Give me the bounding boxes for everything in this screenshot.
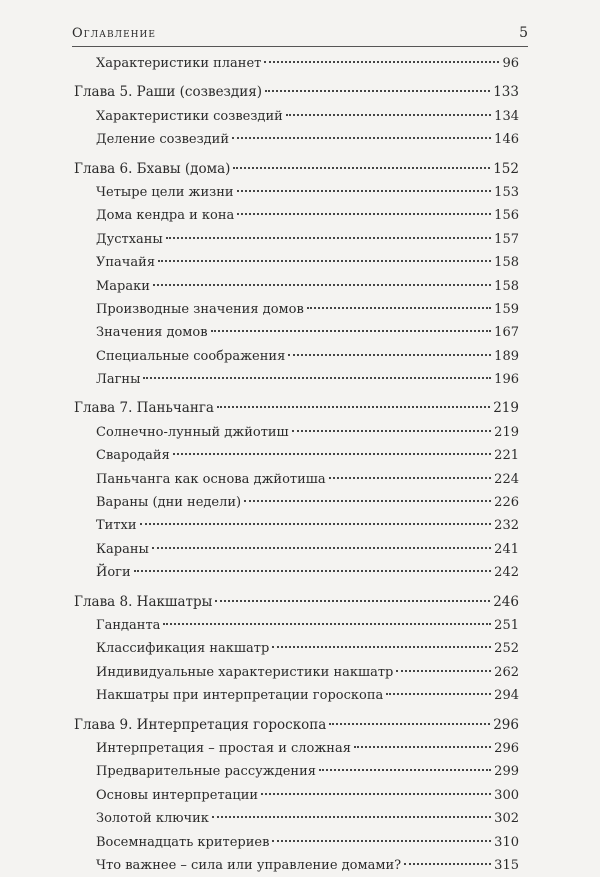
toc-section-entry[interactable] bbox=[74, 538, 519, 561]
toc-section-entry[interactable] bbox=[74, 52, 519, 75]
toc-entry-page: 294 bbox=[494, 688, 519, 704]
toc-entry-page: 224 bbox=[494, 471, 519, 487]
toc-section-entry[interactable] bbox=[74, 204, 519, 227]
toc-entry-label: Мараки bbox=[96, 278, 150, 294]
toc-section-entry[interactable] bbox=[74, 275, 519, 298]
toc-section-entry[interactable] bbox=[74, 684, 519, 707]
dot-leader bbox=[237, 213, 491, 215]
toc-entry-page: 158 bbox=[494, 278, 519, 294]
toc-entry-label: Свародайя bbox=[96, 448, 170, 464]
toc-entry-page: 159 bbox=[494, 301, 519, 317]
toc-entry-page: 251 bbox=[494, 617, 519, 633]
toc-chapter-entry[interactable] bbox=[74, 397, 519, 420]
toc-entry-label: Индивидуальные характеристики накшатр bbox=[96, 664, 394, 680]
toc-entry-label: Лагны bbox=[96, 372, 141, 388]
toc-entry-page: 241 bbox=[494, 541, 519, 557]
toc-section-entry[interactable] bbox=[74, 298, 519, 321]
toc-section-entry[interactable] bbox=[74, 514, 519, 537]
toc-entry-page: 232 bbox=[494, 518, 519, 534]
toc-entry-page: 134 bbox=[494, 108, 519, 124]
toc-entry-label: Интерпретация – простая и сложная bbox=[96, 740, 351, 756]
dot-leader bbox=[237, 190, 492, 192]
toc-entry-label: Глава 9. Интерпретация гороскопа bbox=[74, 716, 327, 733]
toc-entry-page: 262 bbox=[494, 664, 519, 680]
dot-leader bbox=[307, 307, 491, 309]
dot-leader bbox=[272, 646, 491, 648]
dot-leader bbox=[134, 570, 492, 572]
toc-entry-label: Предварительные рассуждения bbox=[96, 764, 316, 780]
toc-entry-label: Титхи bbox=[96, 518, 137, 534]
toc-section-entry[interactable] bbox=[74, 368, 519, 391]
toc-entry-page: 219 bbox=[494, 424, 519, 440]
toc-entry-page: 133 bbox=[493, 84, 519, 101]
dot-leader bbox=[173, 453, 491, 455]
dot-leader bbox=[264, 61, 499, 63]
toc-section-entry[interactable] bbox=[74, 345, 519, 368]
toc-section-entry[interactable] bbox=[74, 784, 519, 807]
toc-entry-label: Характеристики планет bbox=[96, 56, 262, 71]
dot-leader bbox=[166, 237, 491, 239]
toc-section-entry[interactable] bbox=[74, 614, 519, 637]
toc-entry-page: 300 bbox=[494, 787, 519, 803]
toc-entry-label: Дустханы bbox=[96, 231, 163, 247]
dot-leader bbox=[329, 723, 490, 725]
toc-entry-label: Восемнадцать критериев bbox=[96, 834, 270, 850]
toc-entry-page: 156 bbox=[494, 208, 519, 224]
toc-section-entry[interactable] bbox=[74, 181, 519, 204]
toc-entry-label: Глава 8. Накшатры bbox=[74, 593, 213, 610]
dot-leader bbox=[329, 477, 492, 479]
dot-leader bbox=[261, 793, 491, 795]
toc-section-entry[interactable] bbox=[74, 760, 519, 783]
dot-leader bbox=[292, 430, 492, 432]
toc-section-entry[interactable] bbox=[74, 128, 519, 151]
dot-leader bbox=[272, 840, 491, 842]
toc-entry-label: Солнечно-лунный джйотиш bbox=[96, 424, 289, 440]
toc-entry-label: Четыре цели жизни bbox=[96, 184, 234, 200]
toc-entry-page: 310 bbox=[494, 834, 519, 850]
dot-leader bbox=[143, 377, 491, 379]
toc-section-entry[interactable] bbox=[74, 421, 519, 444]
dot-leader bbox=[354, 746, 491, 748]
table-of-contents bbox=[74, 52, 519, 877]
toc-section-entry[interactable] bbox=[74, 661, 519, 684]
dot-leader bbox=[153, 284, 491, 286]
toc-entry-label: Дома кендра и кона bbox=[96, 208, 235, 224]
toc-entry-label: Специальные соображения bbox=[96, 348, 286, 364]
toc-entry-page: 302 bbox=[494, 811, 519, 827]
dot-leader bbox=[265, 90, 490, 92]
toc-section-entry[interactable] bbox=[74, 228, 519, 251]
page-number: 5 bbox=[519, 25, 528, 41]
toc-entry-page: 252 bbox=[494, 641, 519, 657]
dot-leader bbox=[286, 114, 491, 116]
toc-entry-page: 246 bbox=[493, 593, 519, 610]
toc-entry-label: Упачайя bbox=[96, 255, 156, 271]
dot-leader bbox=[152, 547, 491, 549]
toc-entry-page: 146 bbox=[494, 132, 519, 148]
toc-entry-page: 219 bbox=[493, 400, 519, 417]
toc-entry-page: 196 bbox=[494, 372, 519, 388]
toc-entry-page: 167 bbox=[494, 325, 519, 341]
toc-entry-page: 158 bbox=[494, 255, 519, 271]
toc-entry-page: 157 bbox=[494, 231, 519, 247]
toc-section-entry[interactable] bbox=[74, 491, 519, 514]
toc-entry-label: Накшатры при интерпретации гороскопа bbox=[96, 688, 384, 704]
toc-section-entry[interactable] bbox=[74, 831, 519, 854]
toc-entry-page: 299 bbox=[494, 764, 519, 780]
toc-entry-label: Деление созвездий bbox=[96, 132, 230, 148]
dot-leader bbox=[404, 863, 491, 865]
toc-section-entry[interactable] bbox=[74, 468, 519, 491]
toc-section-entry[interactable] bbox=[74, 737, 519, 760]
toc-entry-label: Производные значения домов bbox=[96, 301, 304, 317]
dot-leader bbox=[386, 693, 491, 695]
toc-entry-label: Основы интерпретации bbox=[96, 787, 259, 803]
dot-leader bbox=[212, 816, 491, 818]
toc-section-entry[interactable] bbox=[74, 807, 519, 830]
toc-entry-page: 221 bbox=[494, 448, 519, 464]
toc-entry-label: Паньчанга как основа джйотиша bbox=[96, 471, 326, 487]
running-header bbox=[72, 24, 528, 47]
dot-leader bbox=[232, 137, 491, 139]
toc-entry-page: 315 bbox=[494, 857, 519, 873]
toc-entry-label: Глава 7. Паньчанга bbox=[74, 400, 214, 417]
toc-section-entry[interactable] bbox=[74, 561, 519, 584]
toc-entry-label: Золотой ключик bbox=[96, 811, 209, 827]
toc-entry-label: Что важнее – сила или управление домами? bbox=[96, 857, 402, 873]
toc-entry-page: 242 bbox=[494, 565, 519, 581]
toc-section-entry[interactable] bbox=[74, 105, 519, 128]
toc-entry-label: Караны bbox=[96, 541, 149, 557]
dot-leader bbox=[140, 523, 492, 525]
toc-section-entry[interactable] bbox=[74, 854, 519, 877]
header-title: Оглавление bbox=[72, 26, 156, 41]
toc-chapter-entry[interactable] bbox=[74, 714, 519, 737]
toc-entry-label: Значения домов bbox=[96, 325, 208, 341]
dot-leader bbox=[211, 330, 492, 332]
dot-leader bbox=[158, 260, 491, 262]
toc-section-entry[interactable] bbox=[74, 251, 519, 274]
dot-leader bbox=[215, 600, 490, 602]
toc-entry-label: Характеристики созвездий bbox=[96, 108, 283, 124]
toc-entry-page: 152 bbox=[493, 160, 519, 177]
toc-entry-label: Глава 5. Раши (созвездия) bbox=[74, 84, 263, 101]
dot-leader bbox=[233, 167, 490, 169]
dot-leader bbox=[217, 406, 490, 408]
toc-entry-page: 189 bbox=[494, 348, 519, 364]
toc-entry-page: 296 bbox=[494, 740, 519, 756]
dot-leader bbox=[244, 500, 491, 502]
toc-chapter-entry[interactable] bbox=[74, 81, 519, 104]
toc-section-entry[interactable] bbox=[74, 444, 519, 467]
dot-leader bbox=[163, 623, 491, 625]
toc-entry-page: 226 bbox=[494, 495, 519, 511]
toc-entry-label: Ганданта bbox=[96, 617, 161, 633]
toc-section-entry[interactable] bbox=[74, 637, 519, 660]
toc-entry-page: 153 bbox=[494, 184, 519, 200]
toc-entry-page: 96 bbox=[502, 56, 519, 71]
toc-entry-label: Глава 6. Бхавы (дома) bbox=[74, 160, 231, 177]
toc-chapter-entry[interactable] bbox=[74, 591, 519, 614]
toc-entry-page: 296 bbox=[493, 716, 519, 733]
toc-section-entry[interactable] bbox=[74, 321, 519, 344]
toc-entry-label: Йоги bbox=[96, 565, 131, 581]
dot-leader bbox=[319, 769, 491, 771]
dot-leader bbox=[396, 670, 491, 672]
toc-entry-label: Вараны (дни недели) bbox=[96, 495, 242, 511]
dot-leader bbox=[288, 354, 491, 356]
toc-chapter-entry[interactable] bbox=[74, 158, 519, 181]
toc-entry-label: Классификация накшатр bbox=[96, 641, 270, 657]
